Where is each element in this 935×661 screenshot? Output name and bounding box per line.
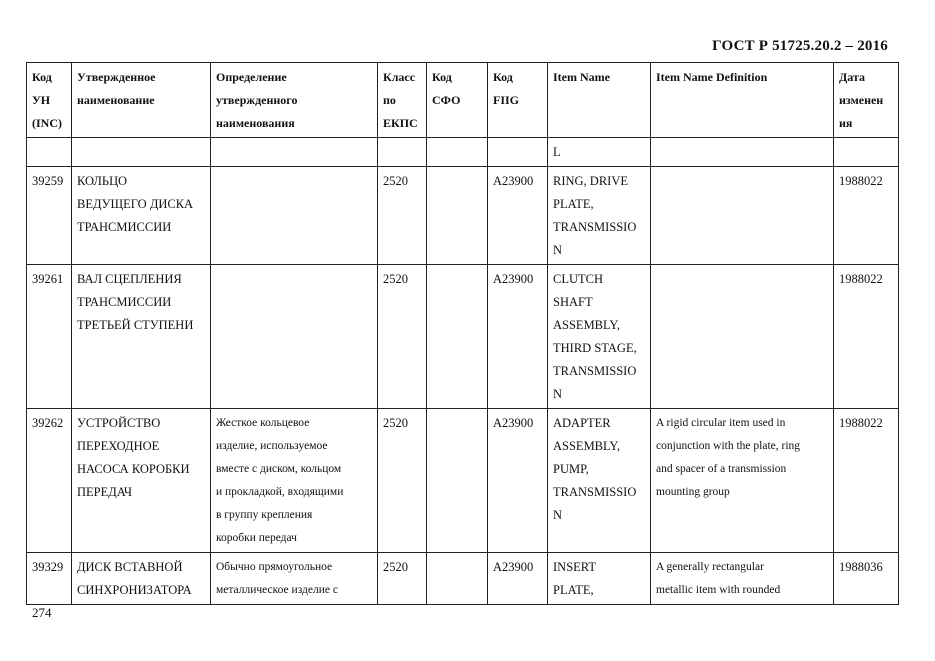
cell-change-date: 1988022 <box>834 409 899 553</box>
col-header-change-date: Дата изменен ия <box>834 63 899 138</box>
cell-item-name: CLUTCH SHAFT ASSEMBLY, THIRD STAGE, TRANSMISSIO N <box>548 265 651 409</box>
cell-item-name-definition <box>651 167 834 265</box>
cell-sfo-code <box>427 409 488 553</box>
cell-item-name-definition: A rigid circular item used in conjunction with the plate, ring and spacer of a transmission mounting group <box>651 409 834 553</box>
cell-approved-name: ВАЛ СЦЕПЛЕНИЯ ТРАНСМИССИИ ТРЕТЬЕЙ СТУПЕНИ <box>72 265 211 409</box>
cell-ekps-class <box>378 138 427 167</box>
cell-name-definition <box>211 167 378 265</box>
cell-change-date: 1988036 <box>834 553 899 605</box>
cell-fiig-code <box>488 138 548 167</box>
cell-name-definition <box>211 138 378 167</box>
cell-approved-name: КОЛЬЦО ВЕДУЩЕГО ДИСКА ТРАНСМИССИИ <box>72 167 211 265</box>
cell-ekps-class: 2520 <box>378 553 427 605</box>
table-row <box>27 409 899 553</box>
cell-fiig-code: A23900 <box>488 167 548 265</box>
cell-change-date <box>834 138 899 167</box>
cell-sfo-code <box>427 167 488 265</box>
col-header-name-definition: Определение утвержденного наименования <box>211 63 378 138</box>
cell-item-name: RING, DRIVE PLATE, TRANSMISSIO N <box>548 167 651 265</box>
cell-name-definition <box>211 265 378 409</box>
cell-change-date: 1988022 <box>834 167 899 265</box>
cell-fiig-code: A23900 <box>488 553 548 605</box>
cell-ekps-class: 2520 <box>378 167 427 265</box>
cell-item-name: INSERT PLATE, <box>548 553 651 605</box>
cell-approved-name <box>72 138 211 167</box>
cell-ekps-class: 2520 <box>378 409 427 553</box>
col-header-inc-code: Код УН (INC) <box>27 63 72 138</box>
cell-sfo-code <box>427 265 488 409</box>
cell-inc-code <box>27 138 72 167</box>
cell-approved-name: УСТРОЙСТВО ПЕРЕХОДНОЕ НАСОСА КОРОБКИ ПЕРЕДАЧ <box>72 409 211 553</box>
cell-fiig-code: A23900 <box>488 409 548 553</box>
cell-sfo-code <box>427 138 488 167</box>
col-header-item-name: Item Name <box>548 63 651 138</box>
table-row <box>27 167 899 265</box>
catalog-table <box>26 62 899 605</box>
cell-item-name: L <box>548 138 651 167</box>
cell-ekps-class: 2520 <box>378 265 427 409</box>
col-header-fiig-code: Код FIIG <box>488 63 548 138</box>
table-header-row <box>27 63 899 138</box>
cell-inc-code: 39262 <box>27 409 72 553</box>
col-header-approved-name: Утвержденное наименование <box>72 63 211 138</box>
cell-change-date: 1988022 <box>834 265 899 409</box>
cell-inc-code: 39261 <box>27 265 72 409</box>
col-header-ekps-class: Класс по ЕКПС <box>378 63 427 138</box>
table-row <box>27 138 899 167</box>
col-header-sfo-code: Код СФО <box>427 63 488 138</box>
cell-approved-name: ДИСК ВСТАВНОЙ СИНХРОНИЗАТОРА <box>72 553 211 605</box>
document-standard-header: ГОСТ Р 51725.20.2 – 2016 <box>712 38 888 54</box>
col-header-item-name-definition: Item Name Definition <box>651 63 834 138</box>
cell-item-name: ADAPTER ASSEMBLY, PUMP, TRANSMISSIO N <box>548 409 651 553</box>
cell-item-name-definition <box>651 138 834 167</box>
page-number: 274 <box>32 605 52 620</box>
table-row <box>27 265 899 409</box>
cell-item-name-definition <box>651 265 834 409</box>
cell-inc-code: 39329 <box>27 553 72 605</box>
cell-fiig-code: A23900 <box>488 265 548 409</box>
table-row <box>27 553 899 605</box>
cell-sfo-code <box>427 553 488 605</box>
cell-name-definition: Обычно прямоугольное металлическое изделие с <box>211 553 378 605</box>
cell-name-definition: Жесткое кольцевое изделие, используемое вместе с диском, кольцом и прокладкой, входящими в группу крепления коробки передач <box>211 409 378 553</box>
cell-inc-code: 39259 <box>27 167 72 265</box>
cell-item-name-definition: A generally rectangular metallic item with rounded <box>651 553 834 605</box>
